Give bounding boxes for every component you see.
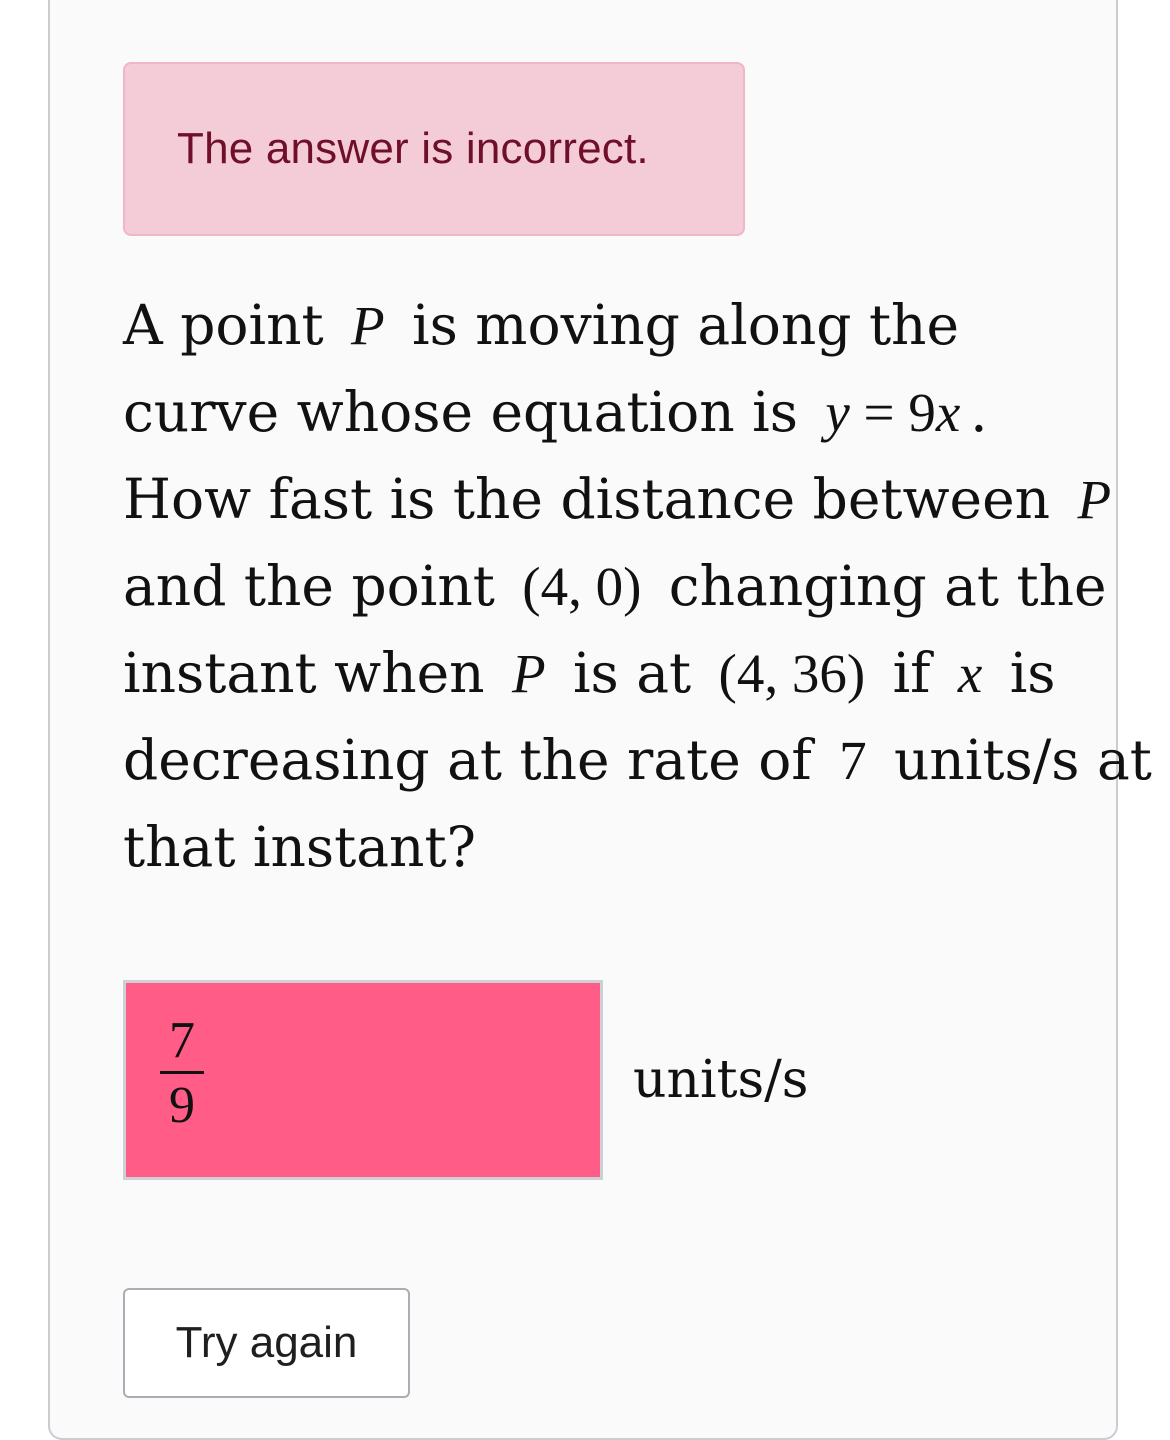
question-text-fragment: changing at the [668,554,1107,618]
try-again-button[interactable]: Try again [123,1288,410,1398]
question-text-fragment: curve whose equation is [123,380,798,444]
question-text [123,282,1152,891]
question-text-fragment: How fast is the distance between [123,467,1051,531]
math-point-p [1077,469,1111,530]
math-variable: P [1077,469,1112,530]
question-text-fragment: is at [572,641,692,705]
question-text-fragment: if [892,641,931,705]
question-line-5 [123,630,1063,717]
question-text-fragment: . [970,380,988,444]
math-variable: x [935,382,961,443]
math-variable: P [511,643,546,704]
math-coordinate: (4, 0) [522,556,642,617]
math-coordinate: (4, 36) [718,643,866,704]
question-text-fragment: instant when [123,641,485,705]
question-text-fragment: and the point [123,554,495,618]
question-line-1 [123,282,1063,369]
math-operator: = 9 [863,382,936,443]
math-variable-x [958,643,982,704]
feedback-message: The answer is incorrect. [177,124,649,173]
math-point-p [351,295,385,356]
answer-fraction [160,1012,204,1134]
fraction-denominator: 9 [169,1077,195,1134]
question-text-fragment: is moving along the [412,293,960,357]
answer-input[interactable] [123,980,603,1180]
math-point-p [512,643,546,704]
question-line-7 [123,804,1063,891]
question-line-2 [123,369,1063,456]
question-line-3 [123,456,1112,543]
question-text-fragment: A point [123,293,324,357]
question-text-fragment: decreasing at the rate of [123,728,812,792]
feedback-alert [123,62,745,236]
math-equation [825,382,960,443]
question-text-fragment: units/s at [894,728,1152,792]
question-line-6 [123,717,1152,804]
math-number: 7 [839,730,867,791]
units-label: units/s [633,1050,809,1110]
math-variable: y [825,382,850,443]
question-text-fragment: that instant? [123,815,477,879]
math-variable: x [957,643,983,704]
question-text-fragment: is [1009,641,1056,705]
question-line-4 [123,543,1107,630]
fraction-numerator: 7 [169,1012,195,1069]
math-variable: P [351,295,385,356]
